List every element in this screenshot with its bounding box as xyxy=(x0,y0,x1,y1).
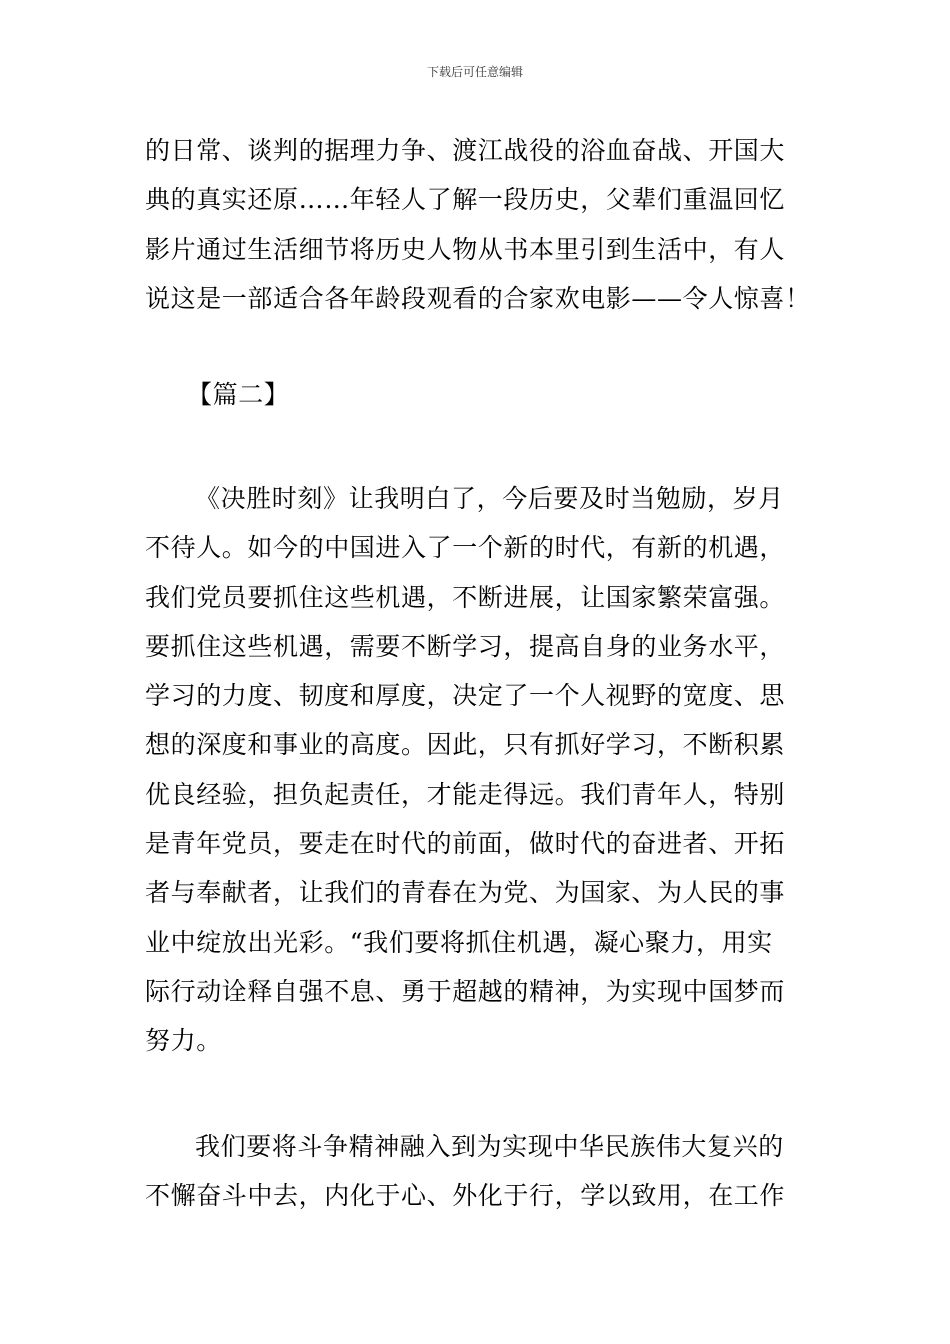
paragraph xyxy=(145,1122,810,1221)
text-line: 我们党员要抓住这些机遇，不断进展，让国家繁荣富强。 xyxy=(145,582,786,612)
text-line: 际行动诠释自强不息、勇于超越的精神，为实现中国梦而 xyxy=(145,976,786,1006)
text-line: 优良经验，担负起责任，才能走得远。我们青年人，特别 xyxy=(145,779,786,809)
text-line: 说这是一部适合各年龄段观看的合家欢电影——令人惊喜！ xyxy=(145,283,811,313)
text-line: 学习的力度、韧度和厚度，决定了一个人视野的宽度、思 xyxy=(145,681,786,711)
text-line: 不懈奋斗中去，内化于心、外化于行，学以致用，在工作 xyxy=(145,1181,786,1211)
text-line: 者与奉献者，让我们的青春在为党、为国家、为人民的事 xyxy=(145,878,786,908)
paragraph xyxy=(145,474,810,1066)
text-line: 我们要将斗争精神融入到为实现中华民族伟大复兴的 xyxy=(195,1132,784,1161)
text-line: 业中绽放出光彩。“我们要将抓住机遇，凝心聚力，用实 xyxy=(145,927,773,957)
text-line: 《决胜时刻》让我明白了，今后要及时当勉励，岁月 xyxy=(195,484,784,513)
text-line: 是青年党员，要走在时代的前面，做时代的奋进者、开拓 xyxy=(145,829,786,859)
section-heading-text: 【篇二】 xyxy=(187,380,290,409)
text-line: 影片通过生活细节将历史人物从书本里引到生活中，有人 xyxy=(145,234,786,264)
page-header: 下载后可任意编辑 xyxy=(426,65,523,79)
text-line: 想的深度和事业的高度。因此，只有抓好学习，不断积累 xyxy=(145,730,786,760)
section-heading xyxy=(145,370,810,419)
text-line: 的日常、谈判的据理力争、渡江战役的浴血奋战、开国大 xyxy=(145,136,786,165)
text-line: 努力。 xyxy=(145,1026,222,1056)
text-line: 要抓住这些机遇，需要不断学习，提高自身的业务水平， xyxy=(145,631,786,661)
paragraph-continued xyxy=(145,126,810,323)
text-line: 典的真实还原……年轻人了解一段历史，父辈们重温回忆 xyxy=(145,185,786,215)
text-line: 不待人。如今的中国进入了一个新的时代，有新的机遇， xyxy=(145,533,786,563)
